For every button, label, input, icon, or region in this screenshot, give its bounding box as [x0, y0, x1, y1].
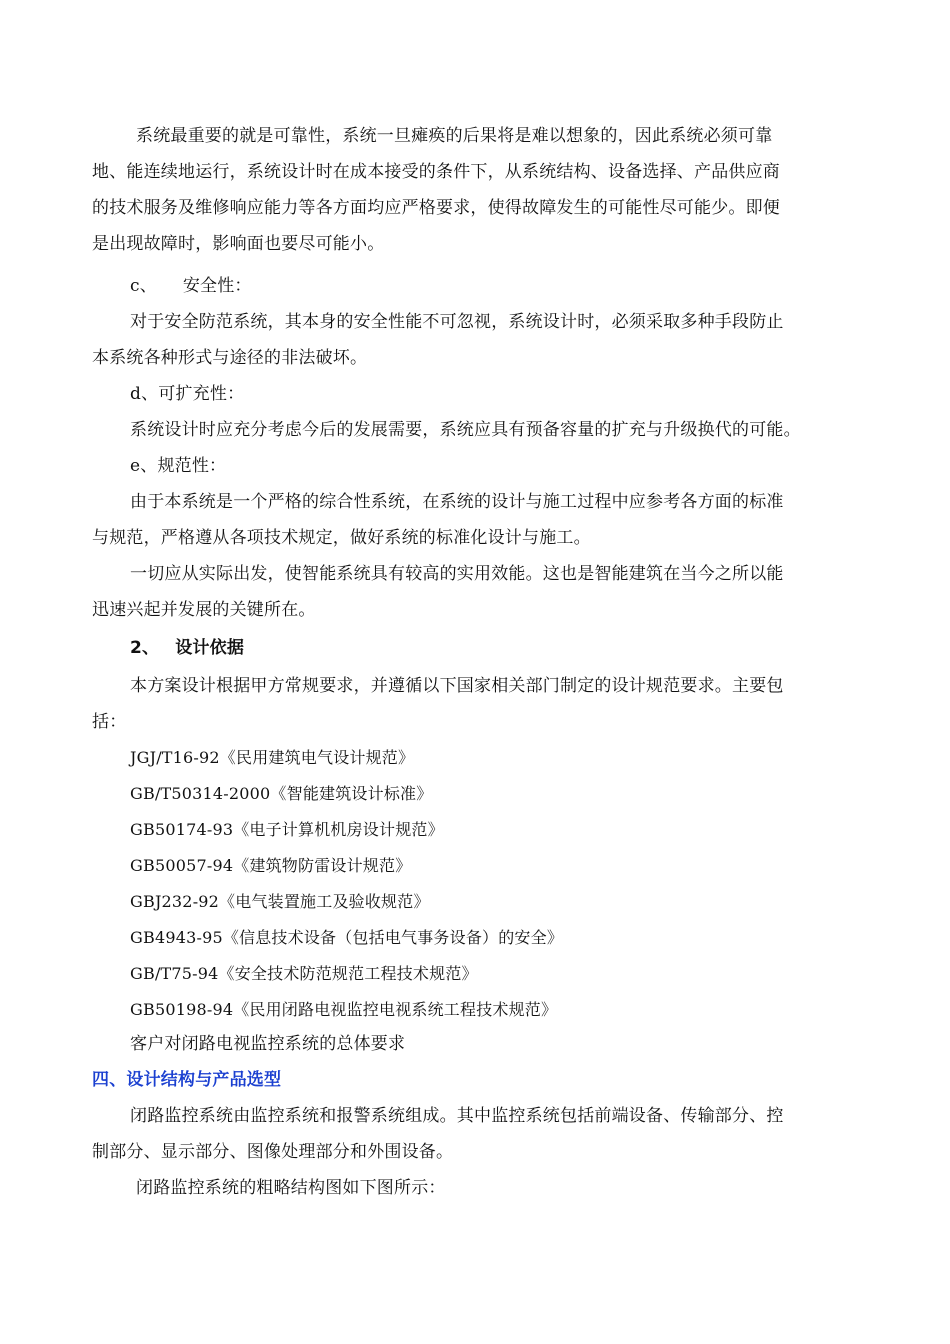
section-4-line-2: 制部分、显示部分、图像处理部分和外围设备。: [92, 1142, 454, 1162]
standard-line-2: 与规范，严格遵从各项技术规定，做好系统的标准化设计与施工。: [92, 528, 591, 548]
standard-item: GB4943-95《信息技术设备（包括电气事务设备）的安全》: [130, 928, 564, 947]
structure-note: 闭路监控系统的粗略结构图如下图所示：: [136, 1178, 446, 1198]
practical-line-1: 一切应从实际出发，使智能系统具有较高的实用效能。这也是智能建筑在当今之所以能: [130, 564, 784, 584]
standard-item: JGJ/T16-92《民用建筑电气设计规范》: [130, 748, 415, 767]
safety-line-2: 本系统各种形式与途径的非法破坏。: [92, 348, 368, 368]
basis-title: 设计依据: [175, 638, 245, 658]
standard-line-1: 由于本系统是一个严格的综合性系统，在系统的设计与施工过程中应参考各方面的标准: [130, 492, 784, 512]
reliability-line-4: 是出现故障时，影响面也要尽可能小。: [92, 234, 385, 254]
standard-item: GB/T50314-2000《智能建筑设计标准》: [130, 784, 433, 803]
section-4-title: 四、设计结构与产品选型: [92, 1070, 282, 1090]
standard-item: GB50198-94《民用闭路电视监控电视系统工程技术规范》: [130, 1000, 558, 1019]
practical-line-2: 迅速兴起并发展的关键所在。: [92, 600, 316, 620]
standard-item: GBJ232-92《电气装置施工及验收规范》: [130, 892, 430, 911]
reliability-line-3: 的技术服务及维修响应能力等各方面均应严格要求，使得故障发生的可能性尽可能少。即便: [92, 198, 780, 218]
standard-item: GB50057-94《建筑物防雷设计规范》: [130, 856, 412, 875]
reliability-line-1: 系统最重要的就是可靠性，系统一旦瘫痪的后果将是难以想象的，因此系统必须可靠: [136, 126, 773, 146]
standard-item: GB50174-93《电子计算机机房设计规范》: [130, 820, 444, 839]
basis-heading: [130, 630, 244, 666]
standard-heading: e、规范性：: [130, 456, 227, 476]
safety-heading: c、 安全性：: [130, 276, 252, 296]
basis-number: 2、: [130, 638, 160, 658]
safety-line-1: 对于安全防范系统，其本身的安全性能不可忽视，系统设计时，必须采取多种手段防止: [130, 312, 784, 332]
extensibility-text: 系统设计时应充分考虑今后的发展需要，系统应具有预备容量的扩充与升级换代的可能。: [130, 420, 801, 440]
reliability-line-2: 地、能连续地运行，系统设计时在成本接受的条件下，从系统结构、设备选择、产品供应商: [92, 162, 780, 182]
basis-intro-line-1: 本方案设计根据甲方常规要求，并遵循以下国家相关部门制定的设计规范要求。主要包: [130, 676, 784, 696]
basis-intro-line-2: 括：: [92, 712, 127, 732]
client-requirement: 客户对闭路电视监控系统的总体要求: [130, 1034, 406, 1054]
extensibility-heading: d、可扩充性：: [130, 384, 245, 404]
standard-item: GB/T75-94《安全技术防范规范工程技术规范》: [130, 964, 478, 983]
section-4-line-1: 闭路监控系统由监控系统和报警系统组成。其中监控系统包括前端设备、传输部分、控: [130, 1106, 784, 1126]
